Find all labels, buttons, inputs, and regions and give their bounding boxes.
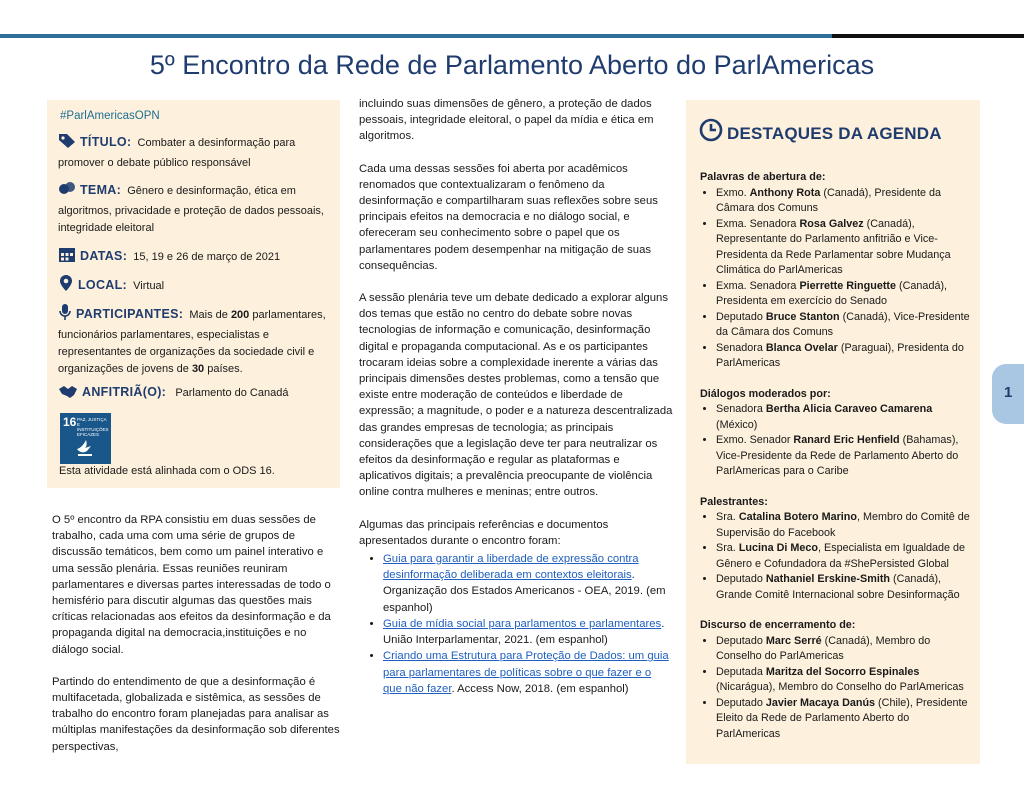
reference-item	[383, 648, 673, 697]
top-rule-black	[832, 34, 1024, 38]
agenda-item	[716, 665, 972, 696]
agenda-item	[716, 186, 972, 217]
sdg16-logo	[60, 413, 111, 464]
references-list	[359, 551, 673, 697]
agenda-section-list	[700, 402, 972, 480]
reference-source: . Organização dos Estados Americanos - OEA, 2019. (em espanhol)	[383, 569, 666, 614]
agenda-item-name: Bertha Alicia Caraveo Camarena	[765, 403, 933, 415]
agenda-item-detail: (Canadá), Membro do Conselho do ParlAmericas	[716, 634, 931, 662]
agenda-item	[716, 696, 972, 743]
agenda-item-role: Deputado	[716, 573, 766, 585]
agenda-item-role: Sra.	[716, 511, 739, 523]
sdg-note: Esta atividade está alinhada com o ODS 16.	[59, 465, 275, 477]
agenda-item-name: Pierrette Ringuette	[799, 279, 897, 292]
participantes-pre: Mais de	[189, 309, 228, 321]
calendar-icon	[58, 245, 76, 269]
discussion-icon	[58, 181, 76, 203]
reference-item	[383, 616, 673, 648]
sdg-text: PAZ, JUSTIÇA E INSTITUIÇÕES EFICAZES	[77, 417, 109, 437]
agenda-item-name: Lucina Di Meco	[738, 542, 819, 554]
clock-icon	[699, 118, 723, 147]
agenda-item	[716, 433, 972, 480]
reference-link[interactable]: Criando uma Estrutura para Proteção de Dados: um guia para parlamentares de políticas sobre o que fazer e o que não fazer	[383, 650, 669, 695]
agenda-item-name: Javier Macaya Danús	[765, 696, 876, 709]
agenda-item-name: Ranard Eric Henfield	[793, 434, 900, 446]
tema-value: Gênero e desinformação, ética em algoritmos, privacidade e proteção de dados pessoais, integridade eleitoral	[58, 185, 324, 234]
agenda-item-name: Nathaniel Erskine-Smith	[765, 573, 891, 585]
reference-link[interactable]: Guia para garantir a liberdade de expressão contra desinformação deliberada em contextos eleitorais	[383, 553, 639, 582]
agenda-item-role: Deputada	[716, 665, 766, 678]
info-anfitriao	[58, 384, 330, 405]
column-1	[52, 512, 344, 771]
info-local	[58, 274, 330, 298]
agenda-item-detail: (Canadá), Representante do Parlamento anfitrião e Vice-Presidenta da Rede Parlamentar sobre Mudança Climática do ParlAmericas	[716, 217, 951, 276]
tema-label: TEMA:	[80, 183, 122, 197]
agenda-item-role: Exmo. Senador	[716, 434, 794, 446]
column-2	[359, 96, 673, 697]
agenda-item-detail: (México)	[716, 418, 758, 431]
agenda-item-detail: , Especialista em Igualdade de Gênero e Cofundadora da #ShePersisted Global	[716, 542, 966, 570]
anfitriao-label: ANFITRIÃ(O):	[82, 385, 167, 399]
agenda-item-name: Marc Serré	[765, 634, 822, 647]
agenda-item	[716, 310, 972, 341]
agenda-item	[716, 217, 972, 279]
agenda-item-name: Maritza del Socorro Espinales	[765, 665, 920, 678]
agenda-section-heading: Diálogos moderados por:	[700, 387, 831, 400]
agenda-item	[716, 341, 972, 372]
page-title: 5º Encontro da Rede de Parlamento Aberto do ParlAmericas	[149, 50, 875, 80]
location-pin-icon	[58, 274, 74, 298]
info-datas	[58, 245, 330, 269]
participantes-countries: 30	[191, 363, 205, 375]
titulo-label: TÍTULO:	[80, 135, 132, 149]
agenda-item-role: Deputado	[716, 310, 766, 323]
page-number: 1	[1004, 384, 1013, 401]
agenda-section-list	[700, 634, 972, 743]
dove-gavel-icon	[74, 435, 98, 459]
reference-source: . Access Now, 2018. (em espanhol)	[451, 682, 629, 695]
agenda-item-name: Anthony Rota	[749, 186, 821, 199]
agenda-item	[716, 402, 972, 433]
sdg-number: 16	[63, 415, 77, 429]
anfitriao-value: Parlamento do Canadá	[175, 387, 289, 399]
agenda-section-list	[700, 186, 972, 372]
agenda-item	[716, 634, 972, 665]
col2-paragraph-4: Algumas das principais referências e documentos apresentados durante o encontro foram:	[359, 518, 609, 547]
participantes-label: PARTICIPANTES:	[76, 307, 184, 321]
datas-value: 15, 19 e 26 de março de 2021	[133, 251, 281, 263]
agenda-title	[699, 118, 942, 147]
agenda-item-role: Senadora	[716, 403, 766, 415]
col2-paragraph-3: A sessão plenária teve um debate dedicado a explorar alguns dos temas que estão no centro do debate sobre novas tecnologias de informação e comunicação, desinformação digital e propaganda computacional. As e os participantes trocaram ideias sobre a complexidade inerente a várias das principais dimensões destes problemas, como a tensão que existe entre moderação de conteúdos e liberdade de expressão; a magnitude, o poder e a natureza descentralizada das grandes empresas de tecnologia; as principais considerações que a legislação deve ter para neutralizar os efeitos da desinformação e regular as plataformas e aplicativos digitais; a prevalência preocupante de violência online contra mulheres e meninas; entre outros.	[359, 292, 673, 499]
handshake-icon	[58, 385, 78, 405]
agenda-title-text: DESTAQUES DA AGENDA	[727, 124, 942, 143]
info-tema	[58, 181, 330, 237]
agenda-item-detail: (Canadá), Grande Comitê Internacional sobre Desinformação	[716, 573, 960, 601]
info-participantes	[58, 303, 330, 378]
agenda-item-role: Exma. Senadora	[716, 217, 800, 230]
col2-paragraph-1: incluindo suas dimensões de gênero, a proteção de dados pessoais, integridade eleitoral, o papel da mídia e ética em algoritmos.	[359, 98, 654, 143]
participantes-post: países.	[207, 363, 243, 375]
agenda-item-role: Deputado	[716, 634, 766, 647]
agenda-section-heading: Palavras de abertura de:	[700, 171, 826, 183]
agenda-item-detail: , Membro do Comitê de Supervisão do Facebook	[716, 511, 970, 539]
local-value: Virtual	[133, 280, 165, 292]
col2-paragraph-2: Cada uma dessas sessões foi aberta por acadêmicos renomados que contextualizaram o fenômeno da desinformação e compartilharam suas reflexões sobre seus principais efeitos na democracia e no diálogo social, e ofereceram seu conhecimento sobre o papel que os parlamentares podem desempenhar na mitigação de suas consequências.	[359, 162, 658, 272]
agenda-item-name: Rosa Galvez	[799, 217, 864, 230]
reference-link[interactable]: Guia de mídia social para parlamentos e parlamentares	[383, 617, 662, 630]
titulo-value: Combater a desinformação para promover o debate público responsável	[58, 137, 296, 169]
top-rule	[0, 34, 1024, 38]
info-titulo	[58, 133, 330, 172]
agenda-item-name: Catalina Botero Marino	[738, 511, 857, 523]
agenda-item-role: Exma. Senadora	[716, 279, 800, 292]
tag-icon	[58, 133, 76, 155]
agenda-list	[700, 170, 972, 757]
local-label: LOCAL:	[78, 278, 128, 292]
reference-item	[383, 551, 673, 616]
page-number-tab	[992, 364, 1024, 424]
agenda-item-role: Deputado	[716, 696, 766, 709]
agenda-item-detail: (Canadá), Presidenta em exercício do Senado	[716, 279, 948, 307]
top-rule-blue	[0, 34, 832, 38]
agenda-item-role: Sra.	[716, 542, 739, 554]
agenda-item-role: Senadora	[716, 341, 766, 354]
agenda-section-heading: Discurso de encerramento de:	[700, 619, 856, 631]
participantes-count: 200	[230, 309, 250, 321]
reference-source: . União Interparlamentar, 2021. (em espanhol)	[383, 617, 665, 647]
hashtag: #ParlAmericasOPN	[60, 110, 160, 122]
microphone-icon	[58, 303, 72, 327]
agenda-item-detail: (Nicarágua), Membro do Conselho do ParlAmericas	[716, 681, 964, 693]
agenda-item-name: Bruce Stanton	[765, 310, 840, 323]
agenda-item-name: Blanca Ovelar	[765, 341, 838, 354]
agenda-item-detail: (Canadá), Vice-Presidente da Câmara dos Comuns	[716, 310, 970, 338]
agenda-item-detail: (Paraguai), Presidenta do ParlAmericas	[716, 341, 964, 369]
agenda-item-role: Exmo.	[716, 186, 750, 199]
agenda-item	[716, 510, 972, 541]
col1-paragraph-1: O 5º encontro da RPA consistiu em duas sessões de trabalho, cada uma com uma série de grupos de discussão temáticos, bem como um painel interativo e uma sessão plenária. Essas reuniões reuniram parlamentares e diversas partes interessadas de todo o hemisfério para discutir algumas das questões mais críticas relacionadas aos efeitos da desinformação e da propaganda digital na democracia,instituições e no diálogo social.	[52, 514, 331, 656]
col1-paragraph-2: Partindo do entendimento de que a desinformação é multifacetada, globalizada e sistêmica, as sessões de trabalho do encontro foram planejadas para analisar as múltiplas manifestações da desinformação sob diferentes perspectivas,	[52, 675, 340, 753]
agenda-item	[716, 572, 972, 603]
agenda-item-detail: (Bahamas), Vice-Presidente da Rede de Parlamento Aberto do ParlAmericas para o Caribe	[716, 434, 959, 477]
agenda-item	[716, 541, 972, 572]
agenda-item-detail: (Chile), Presidente Eleito da Rede de Parlamento Aberto do ParlAmericas	[716, 696, 968, 740]
agenda-section-heading: Palestrantes:	[700, 495, 768, 508]
agenda-section-list	[700, 510, 972, 603]
datas-label: DATAS:	[80, 249, 128, 263]
agenda-item-detail: (Canadá), Presidente da Câmara dos Comuns	[716, 186, 942, 214]
participantes-mid: parlamentares, funcionários parlamentares, especialistas e representantes de organizações da sociedade civil e organizações de jovens de	[58, 309, 326, 375]
agenda-item	[716, 279, 972, 310]
